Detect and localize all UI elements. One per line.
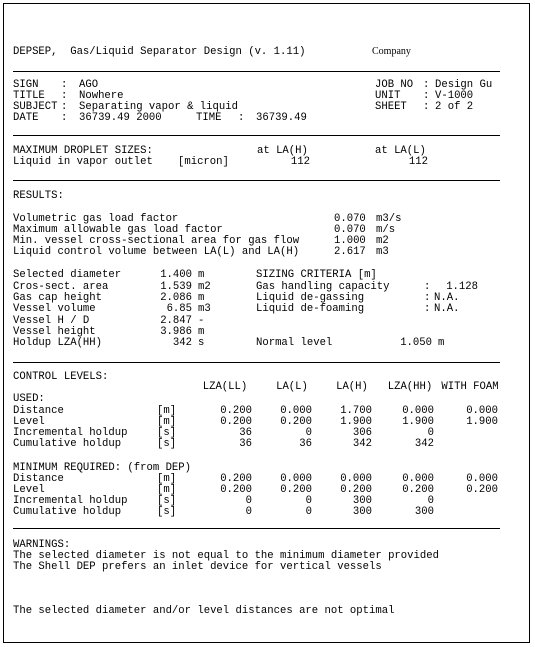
divider (13, 135, 500, 136)
time-value: 36739.49 (256, 112, 307, 124)
used-row-unit: [s] (157, 427, 177, 439)
criteria-value: N.A. (434, 292, 460, 304)
droplet-col-lal: at LA(L) (375, 145, 426, 157)
criteria-label: Liquid de-foaming (256, 303, 365, 315)
dim-unit: m2 (198, 281, 211, 293)
sheet-value: 2 of 2 (435, 101, 474, 113)
dim-label: Selected diameter (13, 269, 122, 281)
min-required-cell: 0.000 (340, 473, 372, 485)
used-row-label: Incremental holdup (13, 427, 128, 439)
criteria-label: Liquid de-gassing (256, 292, 365, 304)
min-required-cell: 0 (427, 495, 434, 507)
sheet-label: SHEET (375, 101, 407, 113)
used-cell: 1.900 (402, 416, 434, 428)
results-heading: RESULTS: (13, 190, 64, 202)
dim-label: Vessel volume (13, 303, 96, 315)
min-required-cell: 0.000 (402, 473, 434, 485)
used-label: USED: (13, 393, 45, 405)
result-label: Maximum allowable gas load factor (13, 224, 223, 236)
dim-value: 2.086 (160, 292, 192, 304)
min-required-cell: 300 (352, 495, 372, 507)
min-required-row-unit: [s] (157, 495, 177, 507)
dim-unit: m (198, 269, 205, 281)
dim-value: 342 (172, 337, 192, 349)
jobno-value: Design Gu (435, 79, 493, 91)
used-cell: 0.200 (220, 416, 252, 428)
subject-value: Separating vapor & liquid (79, 101, 238, 113)
dim-label: Vessel height (13, 326, 96, 338)
min-required-cell: 0 (305, 506, 312, 518)
min-required-cell: 0 (245, 506, 252, 518)
min-required-cell: 300 (414, 506, 434, 518)
unit-label: UNIT (375, 90, 401, 102)
dim-value: 2.847 (160, 315, 192, 327)
control-column-header: LA(L) (276, 381, 308, 393)
used-cell: 342 (414, 438, 434, 450)
result-unit: m/s (376, 224, 396, 236)
used-row-unit: [s] (157, 438, 177, 450)
unit-value: V-1000 (435, 90, 474, 102)
company-logo: Company (372, 46, 411, 57)
dim-unit: s (198, 337, 205, 349)
droplet-value-lal: 112 (408, 156, 428, 168)
dim-value: 1.400 (160, 269, 192, 281)
result-unit: m3/s (376, 213, 402, 225)
dim-unit: m (198, 292, 205, 304)
min-required-cell: 0.200 (220, 473, 252, 485)
dim-value: 1.539 (160, 281, 192, 293)
used-cell: 0.200 (220, 405, 252, 417)
criteria-heading: SIZING CRITERIA [m] (256, 269, 377, 281)
used-row-unit: [m] (157, 416, 177, 428)
min-required-row-label: Incremental holdup (13, 495, 128, 507)
dim-unit: m (198, 326, 205, 338)
droplet-value-lah: 112 (290, 156, 310, 168)
used-cell: 1.900 (340, 416, 372, 428)
min-required-row-unit: [m] (157, 473, 177, 485)
used-row-label: Level (13, 416, 45, 428)
control-column-header: LZA(LL) (202, 381, 248, 393)
min-required-row-label: Distance (13, 473, 64, 485)
result-label: Volumetric gas load factor (13, 213, 179, 225)
dim-label: Holdup LZA(HH) (13, 337, 103, 349)
used-cell: 0.000 (280, 405, 312, 417)
used-cell: 1.900 (466, 416, 498, 428)
min-required-cell: 0 (245, 495, 252, 507)
min-required-row-unit: [s] (157, 506, 177, 518)
app-title: DEPSEP, Gas/Liquid Separator Design (v. 1.11) (13, 46, 306, 58)
datasheet-page: DEPSEP, Gas/Liquid Separator Design (v. 1.11) Company SIGN TITLE SUBJECT DATE : : : : AGO Nowhere Separating vapor & liquid 36739.49 2000 TIME : 36739.49 JOB NO UNIT SHEET : : : Design Gu V-1000 2 of 2 MAXIMUM DROPLET SIZES: at LA(H) at LA(L) Liquid in vapor outlet [micron] 112 112 RESULTS: Volumetric gas load factor Maximum allowable gas load factor Min. vessel cross-sectional area for gas flow Liquid control volume between LA(L) and LA(H) 0.070 0.070 1.000 2.617 m3/s m/s m2 m3 Selected diameter Cros-sect. area Gas cap height Vessel volume Vessel H / D Vessel height Holdup LZA(HH) 1.400 1.539 2.086 6.85 2.847 3.986 342 m m2 m m3 - m s SIZING CRITERIA [m] Gas handling capacity Liquid de-gassing Liquid de-foaming : : : 1.128 N.A. N.A. Normal level 1.050 m CONTROL LEVELS: LZA(LL) LA(L) LA(H) LZA(HH) WITH FOAM USED: Distance [m] 0.200 0.000 1.700 0.000 0.000 Level [m] 0.200 0.200 1.900 1.900 1.900 Incremental holdup [s] 36 0 306 0 Cumulative holdup [s] 36 36 342 342 MINIMUM REQUIRED: (from DEP) Distance [m] 0.200 0.000 0.000 0.000 0.000 Level [m] 0.200 0.200 0.200 0.200 0.200 Incremental holdup [s] 0 0 300 0 Cumulative holdup [s] 0 0 300 300 WARNINGS: The selected diameter is not equal to the minimum diameter provided The Shell DEP prefers an inlet device for vertical vessels The selected diameter and/or level distances are not optimal (3, 3, 530, 643)
normal-level-label: Normal level (256, 337, 333, 349)
warnings-heading: WARNINGS: (13, 539, 71, 551)
criteria-value: N.A. (434, 303, 460, 315)
title-label: TITLE (13, 90, 45, 102)
used-cell: 36 (239, 438, 252, 450)
divider (13, 71, 500, 72)
warning-final: The selected diameter and/or level distances are not optimal (13, 605, 395, 617)
used-row-label: Cumulative holdup (13, 438, 122, 450)
control-heading: CONTROL LEVELS: (13, 371, 109, 383)
min-required-cell: 0.200 (220, 484, 252, 496)
control-column-header: LA(H) (336, 381, 368, 393)
min-required-cell: 0.000 (466, 473, 498, 485)
result-value: 1.000 (334, 235, 366, 247)
dim-unit: m3 (198, 303, 211, 315)
droplet-col-lah: at LA(H) (257, 145, 308, 157)
result-value: 0.070 (334, 213, 366, 225)
result-unit: m3 (376, 246, 389, 258)
time-label: TIME (196, 112, 222, 124)
sign-label: SIGN (13, 79, 39, 91)
min-required-cell: 0.200 (280, 484, 312, 496)
dim-value: 6.85 (166, 303, 192, 315)
dim-unit: - (198, 315, 205, 327)
min-required-row-label: Cumulative holdup (13, 506, 122, 518)
min-required-cell: 0 (305, 495, 312, 507)
used-row-label: Distance (13, 405, 64, 417)
sign-value: AGO (79, 79, 99, 91)
date-label: DATE (13, 112, 39, 124)
min-required-cell: 300 (352, 506, 372, 518)
title-value: Nowhere (79, 90, 124, 102)
used-cell: 0 (305, 427, 312, 439)
used-cell: 0.200 (280, 416, 312, 428)
dim-label: Cros-sect. area (13, 281, 109, 293)
used-cell: 342 (352, 438, 372, 450)
warning-line: The Shell DEP prefers an inlet device for vertical vessels (13, 561, 382, 573)
result-unit: m2 (376, 235, 389, 247)
used-cell: 0.000 (402, 405, 434, 417)
divider (13, 362, 500, 363)
result-value: 2.617 (334, 246, 366, 258)
result-label: Min. vessel cross-sectional area for gas flow (13, 235, 300, 247)
normal-level-value: 1.050 (400, 337, 432, 349)
criteria-label: Gas handling capacity (256, 281, 390, 293)
dim-value: 3.986 (160, 326, 192, 338)
used-cell: 36 (239, 427, 252, 439)
jobno-label: JOB NO (375, 79, 414, 91)
used-cell: 306 (352, 427, 372, 439)
warning-line: The selected diameter is not equal to the minimum diameter provided (13, 550, 439, 562)
used-row-unit: [m] (157, 405, 177, 417)
result-label: Liquid control volume between LA(L) and LA(H) (13, 246, 300, 258)
min-required-cell: 0.200 (340, 484, 372, 496)
min-required-row-label: Level (13, 484, 45, 496)
min-required-row-unit: [m] (157, 484, 177, 496)
min-required-cell: 0.200 (402, 484, 434, 496)
control-column-header: LZA(HH) (387, 381, 433, 393)
used-cell: 36 (299, 438, 312, 450)
divider (13, 180, 500, 181)
result-value: 0.070 (334, 224, 366, 236)
normal-level-unit: m (438, 337, 445, 349)
used-cell: 0 (427, 427, 434, 439)
subject-label: SUBJECT (13, 101, 58, 113)
divider (13, 528, 500, 529)
used-cell: 1.700 (340, 405, 372, 417)
min-required-label: MINIMUM REQUIRED: (from DEP) (13, 462, 192, 474)
used-cell: 0.000 (466, 405, 498, 417)
min-required-cell: 0.200 (466, 484, 498, 496)
date-value: 36739.49 2000 (79, 112, 162, 124)
criteria-value: 1.128 (446, 281, 478, 293)
droplet-row-label: Liquid in vapor outlet (13, 156, 153, 168)
dim-label: Vessel H / D (13, 315, 90, 327)
droplet-row-unit: [micron] (178, 156, 229, 168)
control-column-header: WITH FOAM (441, 381, 499, 393)
min-required-cell: 0.000 (280, 473, 312, 485)
droplet-heading: MAXIMUM DROPLET SIZES: (13, 145, 153, 157)
dim-label: Gas cap height (13, 292, 103, 304)
